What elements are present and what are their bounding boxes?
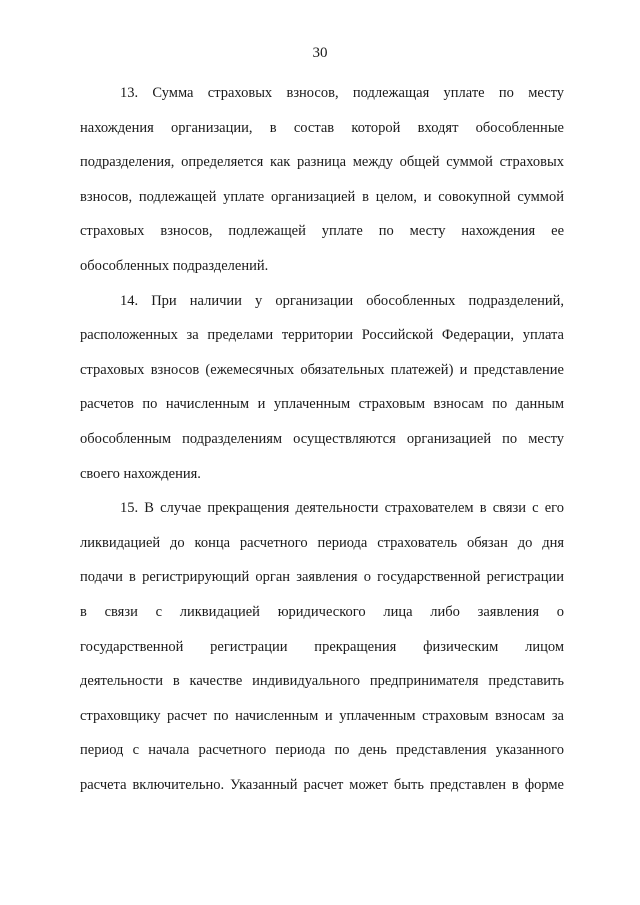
text-line: расположенных за пределами территории Российской Федерации, уплата	[80, 327, 564, 344]
text-line: 15. В случае прекращения деятельности страхователем в связи с его	[120, 500, 564, 517]
paragraph-14	[80, 284, 564, 492]
text-line: расчетов по начисленным и уплаченным страховым взносам по данным	[80, 396, 564, 413]
text-line: обособленных подразделений.	[80, 257, 269, 274]
text-line: деятельности в качестве индивидуального предпринимателя представить	[80, 673, 564, 690]
text-line: подачи в регистрирующий орган заявления о государственной регистрации	[80, 569, 564, 586]
text-line: 13. Сумма страховых взносов, подлежащая уплате по месту	[120, 85, 564, 101]
text-line: расчета включительно. Указанный расчет может быть представлен в форме	[80, 776, 564, 793]
page-number: 30	[312, 45, 328, 61]
paragraph-15	[80, 491, 564, 802]
text-line: государственной регистрации прекращения физическим лицом	[80, 638, 564, 655]
text-line: в связи с ликвидацией юридического лица либо заявления о	[80, 603, 564, 620]
text-line: страховых взносов, подлежащей уплате по месту нахождения ее	[80, 223, 564, 240]
text-line: своего нахождения.	[80, 465, 201, 482]
text-line: обособленным подразделениям осуществляются организацией по месту	[80, 430, 564, 447]
paragraph-13	[80, 76, 564, 284]
text-line: ликвидацией до конца расчетного периода страхователь обязан до дня	[80, 534, 564, 551]
text-line: страховых взносов (ежемесячных обязательных платежей) и представление	[80, 361, 564, 378]
text-line: взносов, подлежащей уплате организацией в целом, и совокупной суммой	[80, 188, 564, 205]
text-line: нахождения организации, в состав которой входят обособленные	[80, 119, 564, 136]
text-line: 14. При наличии у организации обособленных подразделений,	[120, 292, 564, 309]
document-body	[80, 76, 564, 802]
text-line: подразделения, определяется как разница между общей суммой страховых	[80, 154, 564, 171]
text-line: страховщику расчет по начисленным и уплаченным страховым взносам за	[80, 707, 564, 724]
text-line: период с начала расчетного периода по день представления указанного	[80, 742, 564, 759]
